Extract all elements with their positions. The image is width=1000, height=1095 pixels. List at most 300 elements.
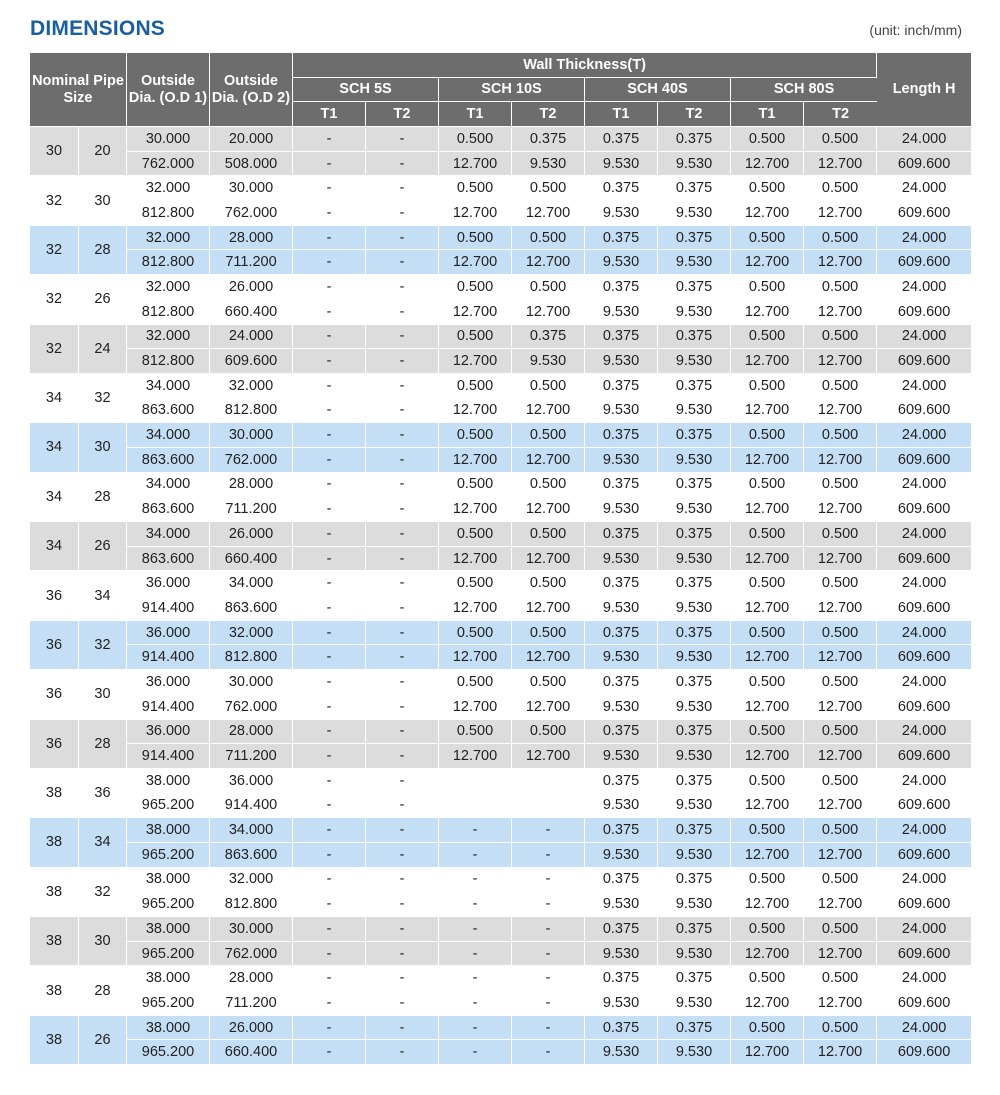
cell-od2-inch: 20.000 — [210, 127, 293, 152]
cell-sch5s-t2-mm: - — [366, 399, 439, 424]
cell-sch80s-t2-mm: 12.700 — [804, 794, 877, 819]
table-row-inch — [30, 325, 971, 350]
cell-sch5s-t1-mm: - — [293, 547, 366, 572]
cell-sch40s-t2-mm: 9.530 — [658, 892, 731, 917]
cell-sch10s-t2-mm: 12.700 — [512, 300, 585, 325]
cell-sch10s-t2-inch: 0.500 — [512, 226, 585, 251]
cell-sch40s-t2-inch: 0.375 — [658, 374, 731, 399]
cell-sch40s-t1-inch: 0.375 — [585, 670, 658, 695]
cell-sch10s-t2-inch: 0.500 — [512, 670, 585, 695]
table-row-inch — [30, 1016, 971, 1041]
cell-sch80s-t1-mm: 12.700 — [731, 349, 804, 374]
header-od2: Outside Dia. (O.D 2) — [210, 53, 293, 127]
cell-sch10s-t2-mm: 9.530 — [512, 349, 585, 374]
cell-sch80s-t1-inch: 0.500 — [731, 226, 804, 251]
cell-sch5s-t1-inch: - — [293, 917, 366, 942]
cell-sch5s-t1-inch: - — [293, 127, 366, 152]
cell-sch10s-t1-mm: 12.700 — [439, 201, 512, 226]
cell-sch10s-t2-inch: - — [512, 917, 585, 942]
cell-sch40s-t2-inch: 0.375 — [658, 818, 731, 843]
cell-sch40s-t2-mm: 9.530 — [658, 942, 731, 967]
cell-sch40s-t2-mm: 9.530 — [658, 497, 731, 522]
cell-od2-mm: 711.200 — [210, 250, 293, 275]
cell-sch40s-t2-mm: 9.530 — [658, 843, 731, 868]
cell-sch80s-t1-inch: 0.500 — [731, 325, 804, 350]
cell-sch5s-t1-mm: - — [293, 942, 366, 967]
cell-sch40s-t1-inch: 0.375 — [585, 1016, 658, 1041]
table-row-mm — [30, 942, 971, 967]
cell-sch40s-t2-mm: 9.530 — [658, 399, 731, 424]
cell-sch40s-t1-mm: 9.530 — [585, 1040, 658, 1065]
cell-length-h-mm: 609.600 — [877, 991, 971, 1016]
cell-sch40s-t1-mm: 9.530 — [585, 399, 658, 424]
cell-sch5s-t1-mm: - — [293, 794, 366, 819]
cell-od2-inch: 36.000 — [210, 769, 293, 794]
cell-sch80s-t2-mm: 12.700 — [804, 448, 877, 473]
cell-sch80s-t2-inch: 0.500 — [804, 325, 877, 350]
cell-sch80s-t1-inch: 0.500 — [731, 818, 804, 843]
cell-sch10s-t1-mm: 12.700 — [439, 399, 512, 424]
cell-length-h-mm: 609.600 — [877, 497, 971, 522]
cell-sch80s-t2-mm: 12.700 — [804, 843, 877, 868]
cell-sch10s-t2-inch: - — [512, 1016, 585, 1041]
header-sch5s-t2: T2 — [366, 102, 439, 127]
cell-length-h-inch: 24.000 — [877, 473, 971, 498]
cell-sch10s-t2-mm: 12.700 — [512, 497, 585, 522]
cell-length-h-mm: 609.600 — [877, 596, 971, 621]
cell-length-h-mm: 609.600 — [877, 250, 971, 275]
cell-sch80s-t1-mm: 12.700 — [731, 1040, 804, 1065]
cell-sch10s-t2-mm: - — [512, 843, 585, 868]
cell-sch80s-t1-inch: 0.500 — [731, 966, 804, 991]
cell-sch5s-t2-inch: - — [366, 769, 439, 794]
nominal-size-main: 32 — [30, 275, 79, 324]
cell-sch5s-t1-inch: - — [293, 769, 366, 794]
cell-length-h-mm: 609.600 — [877, 942, 971, 967]
nominal-size-main: 34 — [30, 473, 79, 522]
nominal-size-main: 38 — [30, 818, 79, 867]
cell-sch40s-t2-inch: 0.375 — [658, 275, 731, 300]
cell-sch5s-t1-inch: - — [293, 571, 366, 596]
nominal-size-branch: 30 — [79, 423, 127, 472]
cell-od1-inch: 38.000 — [127, 868, 210, 893]
cell-sch80s-t1-inch: 0.500 — [731, 522, 804, 547]
cell-sch5s-t2-inch: - — [366, 127, 439, 152]
cell-sch40s-t2-inch: 0.375 — [658, 522, 731, 547]
nominal-size-branch: 36 — [79, 769, 127, 818]
cell-sch40s-t1-mm: 9.530 — [585, 645, 658, 670]
cell-sch80s-t2-inch: 0.500 — [804, 226, 877, 251]
cell-sch5s-t1-mm: - — [293, 201, 366, 226]
cell-od1-inch: 38.000 — [127, 966, 210, 991]
cell-sch5s-t1-inch: - — [293, 423, 366, 448]
cell-sch80s-t2-inch: 0.500 — [804, 423, 877, 448]
cell-sch5s-t2-mm: - — [366, 250, 439, 275]
pipe-size-group — [30, 720, 971, 769]
cell-length-h-mm: 609.600 — [877, 695, 971, 720]
cell-sch40s-t2-mm: 9.530 — [658, 448, 731, 473]
cell-sch80s-t1-mm: 12.700 — [731, 596, 804, 621]
cell-sch5s-t2-mm: - — [366, 349, 439, 374]
table-row-inch — [30, 374, 971, 399]
nominal-size-main: 38 — [30, 1016, 79, 1065]
cell-sch40s-t1-inch: 0.375 — [585, 571, 658, 596]
cell-sch10s-t2-inch: 0.375 — [512, 325, 585, 350]
cell-sch80s-t1-inch: 0.500 — [731, 176, 804, 201]
unit-note: (unit: inch/mm) — [869, 22, 962, 38]
cell-sch10s-t2-mm: 9.530 — [512, 152, 585, 177]
cell-sch5s-t1-mm: - — [293, 349, 366, 374]
cell-sch40s-t2-mm: 9.530 — [658, 349, 731, 374]
cell-sch40s-t2-inch: 0.375 — [658, 769, 731, 794]
cell-sch80s-t1-inch: 0.500 — [731, 720, 804, 745]
cell-sch5s-t1-inch: - — [293, 325, 366, 350]
cell-sch5s-t2-inch: - — [366, 966, 439, 991]
cell-sch10s-t1-inch: 0.500 — [439, 374, 512, 399]
table-row-mm — [30, 645, 971, 670]
cell-sch40s-t2-mm: 9.530 — [658, 300, 731, 325]
table-row-mm — [30, 448, 971, 473]
cell-od2-inch: 26.000 — [210, 275, 293, 300]
cell-od1-mm: 863.600 — [127, 497, 210, 522]
cell-sch5s-t2-inch: - — [366, 374, 439, 399]
cell-sch10s-t2-mm: 12.700 — [512, 201, 585, 226]
table-row-mm — [30, 250, 971, 275]
cell-sch10s-t2-mm: 12.700 — [512, 547, 585, 572]
cell-od2-mm: 863.600 — [210, 596, 293, 621]
table-row-mm — [30, 547, 971, 572]
cell-sch40s-t2-mm: 9.530 — [658, 645, 731, 670]
table-row-inch — [30, 769, 971, 794]
cell-sch40s-t2-inch: 0.375 — [658, 325, 731, 350]
nominal-size-main: 34 — [30, 374, 79, 423]
cell-sch10s-t1-inch: 0.500 — [439, 473, 512, 498]
cell-sch40s-t1-mm: 9.530 — [585, 448, 658, 473]
table-row-inch — [30, 720, 971, 745]
cell-sch5s-t1-inch: - — [293, 1016, 366, 1041]
cell-sch10s-t2-inch: - — [512, 818, 585, 843]
cell-sch40s-t1-mm: 9.530 — [585, 497, 658, 522]
cell-sch40s-t1-inch: 0.375 — [585, 917, 658, 942]
cell-sch40s-t1-mm: 9.530 — [585, 744, 658, 769]
cell-sch10s-t2-mm: 12.700 — [512, 596, 585, 621]
table-row-inch — [30, 917, 971, 942]
cell-od1-inch: 36.000 — [127, 720, 210, 745]
cell-sch5s-t2-inch: - — [366, 621, 439, 646]
cell-sch40s-t1-mm: 9.530 — [585, 152, 658, 177]
cell-sch80s-t2-inch: 0.500 — [804, 374, 877, 399]
cell-sch40s-t1-inch: 0.375 — [585, 374, 658, 399]
cell-sch10s-t1-inch: 0.500 — [439, 325, 512, 350]
cell-sch5s-t1-inch: - — [293, 522, 366, 547]
table-row-mm — [30, 794, 971, 819]
pipe-size-group — [30, 818, 971, 867]
cell-sch80s-t2-mm: 12.700 — [804, 744, 877, 769]
cell-sch10s-t1-mm: - — [439, 1040, 512, 1065]
cell-sch10s-t1-inch: - — [439, 868, 512, 893]
cell-od2-mm: 609.600 — [210, 349, 293, 374]
cell-sch10s-t1-inch: - — [439, 966, 512, 991]
cell-sch40s-t2-mm: 9.530 — [658, 744, 731, 769]
cell-length-h-inch: 24.000 — [877, 226, 971, 251]
cell-length-h-inch: 24.000 — [877, 1016, 971, 1041]
cell-sch40s-t2-inch: 0.375 — [658, 571, 731, 596]
cell-sch5s-t2-mm: - — [366, 645, 439, 670]
cell-sch10s-t2-inch: 0.500 — [512, 720, 585, 745]
cell-sch40s-t1-inch: 0.375 — [585, 473, 658, 498]
nominal-size-main: 32 — [30, 325, 79, 374]
cell-length-h-inch: 24.000 — [877, 522, 971, 547]
cell-sch40s-t2-inch: 0.375 — [658, 917, 731, 942]
table-row-mm — [30, 349, 971, 374]
cell-sch5s-t1-inch: - — [293, 621, 366, 646]
cell-sch5s-t1-mm: - — [293, 1040, 366, 1065]
cell-length-h-mm: 609.600 — [877, 448, 971, 473]
cell-length-h-mm: 609.600 — [877, 794, 971, 819]
cell-length-h-mm: 609.600 — [877, 547, 971, 572]
cell-sch40s-t1-mm: 9.530 — [585, 991, 658, 1016]
cell-od2-mm: 812.800 — [210, 645, 293, 670]
cell-sch40s-t2-inch: 0.375 — [658, 473, 731, 498]
cell-od2-inch: 28.000 — [210, 473, 293, 498]
cell-od2-inch: 34.000 — [210, 818, 293, 843]
cell-sch10s-t2-inch: 0.500 — [512, 423, 585, 448]
cell-sch5s-t2-mm: - — [366, 695, 439, 720]
cell-length-h-mm: 609.600 — [877, 152, 971, 177]
cell-sch80s-t2-mm: 12.700 — [804, 300, 877, 325]
cell-length-h-inch: 24.000 — [877, 621, 971, 646]
cell-od2-mm: 812.800 — [210, 399, 293, 424]
cell-od2-mm: 711.200 — [210, 991, 293, 1016]
cell-od2-mm: 762.000 — [210, 201, 293, 226]
cell-sch5s-t1-inch: - — [293, 966, 366, 991]
table-row-mm — [30, 399, 971, 424]
cell-sch80s-t1-mm: 12.700 — [731, 497, 804, 522]
cell-od1-inch: 34.000 — [127, 522, 210, 547]
cell-sch10s-t1-mm: 12.700 — [439, 744, 512, 769]
cell-sch10s-t1-mm: 12.700 — [439, 645, 512, 670]
cell-sch80s-t2-mm: 12.700 — [804, 152, 877, 177]
pipe-size-group — [30, 226, 971, 275]
cell-sch10s-t2-inch — [512, 769, 585, 794]
cell-sch40s-t1-mm: 9.530 — [585, 843, 658, 868]
cell-sch80s-t1-inch: 0.500 — [731, 571, 804, 596]
nominal-size-main: 38 — [30, 769, 79, 818]
cell-od2-mm: 711.200 — [210, 744, 293, 769]
cell-od2-inch: 30.000 — [210, 670, 293, 695]
table-row-inch — [30, 522, 971, 547]
cell-sch5s-t2-inch: - — [366, 818, 439, 843]
cell-sch80s-t2-mm: 12.700 — [804, 596, 877, 621]
cell-sch40s-t1-mm: 9.530 — [585, 547, 658, 572]
nominal-size-branch: 28 — [79, 966, 127, 1015]
pipe-size-group — [30, 769, 971, 818]
cell-length-h-inch: 24.000 — [877, 720, 971, 745]
cell-od1-mm: 965.200 — [127, 1040, 210, 1065]
cell-od1-mm: 914.400 — [127, 744, 210, 769]
cell-sch10s-t1-mm: 12.700 — [439, 596, 512, 621]
cell-od2-inch: 32.000 — [210, 868, 293, 893]
cell-od1-mm: 812.800 — [127, 201, 210, 226]
cell-sch80s-t2-inch: 0.500 — [804, 868, 877, 893]
cell-sch40s-t2-inch: 0.375 — [658, 621, 731, 646]
cell-sch5s-t2-mm: - — [366, 794, 439, 819]
pipe-size-group — [30, 374, 971, 423]
cell-sch40s-t1-mm: 9.530 — [585, 942, 658, 967]
cell-sch5s-t2-inch: - — [366, 275, 439, 300]
nominal-size-branch: 28 — [79, 226, 127, 275]
cell-sch5s-t1-inch: - — [293, 176, 366, 201]
cell-od1-inch: 32.000 — [127, 226, 210, 251]
cell-od1-inch: 38.000 — [127, 818, 210, 843]
cell-sch10s-t1-mm: - — [439, 942, 512, 967]
cell-od1-mm: 812.800 — [127, 300, 210, 325]
cell-od1-mm: 863.600 — [127, 448, 210, 473]
header-sch-40s: SCH 40S — [585, 78, 731, 102]
pipe-size-group — [30, 176, 971, 225]
cell-length-h-inch: 24.000 — [877, 670, 971, 695]
table-row-mm — [30, 892, 971, 917]
cell-sch10s-t2-inch: - — [512, 868, 585, 893]
cell-sch10s-t2-inch: 0.500 — [512, 176, 585, 201]
cell-od2-inch: 32.000 — [210, 374, 293, 399]
table-row-mm — [30, 991, 971, 1016]
cell-length-h-inch: 24.000 — [877, 818, 971, 843]
cell-od1-mm: 863.600 — [127, 547, 210, 572]
cell-sch40s-t1-inch: 0.375 — [585, 720, 658, 745]
cell-sch40s-t1-mm: 9.530 — [585, 794, 658, 819]
cell-sch80s-t1-mm: 12.700 — [731, 942, 804, 967]
cell-sch5s-t1-mm: - — [293, 497, 366, 522]
cell-length-h-inch: 24.000 — [877, 769, 971, 794]
cell-sch10s-t1-mm: 12.700 — [439, 300, 512, 325]
nominal-size-main: 38 — [30, 868, 79, 917]
cell-sch10s-t2-mm: 12.700 — [512, 744, 585, 769]
table-row-inch — [30, 818, 971, 843]
cell-sch10s-t2-mm: - — [512, 991, 585, 1016]
cell-sch10s-t1-mm: 12.700 — [439, 448, 512, 473]
cell-sch80s-t2-mm: 12.700 — [804, 399, 877, 424]
cell-sch5s-t1-mm: - — [293, 645, 366, 670]
cell-od1-inch: 30.000 — [127, 127, 210, 152]
cell-sch40s-t2-inch: 0.375 — [658, 1016, 731, 1041]
cell-sch10s-t2-mm: - — [512, 892, 585, 917]
cell-od2-mm: 508.000 — [210, 152, 293, 177]
cell-sch80s-t1-mm: 12.700 — [731, 892, 804, 917]
cell-sch10s-t2-inch: - — [512, 966, 585, 991]
nominal-size-main: 36 — [30, 571, 79, 620]
cell-sch10s-t2-mm: 12.700 — [512, 695, 585, 720]
cell-od2-mm: 762.000 — [210, 942, 293, 967]
cell-sch40s-t1-inch: 0.375 — [585, 621, 658, 646]
cell-sch10s-t1-inch: 0.500 — [439, 571, 512, 596]
cell-sch80s-t1-inch: 0.500 — [731, 868, 804, 893]
cell-od1-mm: 914.400 — [127, 645, 210, 670]
header-od1: Outside Dia. (O.D 1) — [127, 53, 210, 127]
cell-sch5s-t1-inch: - — [293, 720, 366, 745]
cell-sch5s-t2-mm: - — [366, 744, 439, 769]
cell-sch40s-t1-inch: 0.375 — [585, 226, 658, 251]
header-sch10s-t1: T1 — [439, 102, 512, 127]
table-row-inch — [30, 275, 971, 300]
header-sch-80s: SCH 80S — [731, 78, 877, 102]
header-wall-thickness: Wall Thickness(T) — [293, 53, 877, 78]
cell-sch40s-t1-mm: 9.530 — [585, 596, 658, 621]
cell-length-h-mm: 609.600 — [877, 843, 971, 868]
cell-sch5s-t1-mm: - — [293, 152, 366, 177]
table-row-mm — [30, 843, 971, 868]
cell-sch10s-t2-mm: 12.700 — [512, 448, 585, 473]
cell-sch40s-t1-inch: 0.375 — [585, 522, 658, 547]
cell-sch5s-t2-mm: - — [366, 1040, 439, 1065]
cell-od1-mm: 863.600 — [127, 399, 210, 424]
cell-od2-inch: 24.000 — [210, 325, 293, 350]
table-row-mm — [30, 201, 971, 226]
cell-sch5s-t2-mm: - — [366, 843, 439, 868]
table-row-mm — [30, 596, 971, 621]
cell-sch40s-t2-inch: 0.375 — [658, 966, 731, 991]
cell-od1-mm: 965.200 — [127, 843, 210, 868]
table-row-inch — [30, 473, 971, 498]
cell-length-h-inch: 24.000 — [877, 868, 971, 893]
pipe-size-group — [30, 1016, 971, 1065]
header-sch10s-t2: T2 — [512, 102, 585, 127]
cell-sch80s-t2-inch: 0.500 — [804, 769, 877, 794]
cell-sch10s-t1-mm: - — [439, 892, 512, 917]
cell-sch80s-t2-inch: 0.500 — [804, 670, 877, 695]
cell-od2-inch: 34.000 — [210, 571, 293, 596]
cell-sch10s-t2-inch: 0.500 — [512, 522, 585, 547]
table-row-inch — [30, 127, 971, 152]
cell-sch80s-t2-inch: 0.500 — [804, 621, 877, 646]
cell-sch40s-t1-inch: 0.375 — [585, 176, 658, 201]
table-row-inch — [30, 176, 971, 201]
cell-sch80s-t1-mm: 12.700 — [731, 744, 804, 769]
table-row-inch — [30, 226, 971, 251]
cell-od2-inch: 26.000 — [210, 522, 293, 547]
cell-od1-inch: 38.000 — [127, 769, 210, 794]
cell-sch40s-t1-mm: 9.530 — [585, 892, 658, 917]
cell-sch40s-t1-mm: 9.530 — [585, 201, 658, 226]
cell-sch5s-t2-inch: - — [366, 670, 439, 695]
cell-od2-inch: 32.000 — [210, 621, 293, 646]
cell-sch80s-t1-mm: 12.700 — [731, 448, 804, 473]
cell-sch5s-t1-mm: - — [293, 300, 366, 325]
cell-sch40s-t2-inch: 0.375 — [658, 127, 731, 152]
nominal-size-main: 36 — [30, 621, 79, 670]
cell-sch40s-t2-mm: 9.530 — [658, 1040, 731, 1065]
header-nominal-pipe-size: Nominal Pipe Size — [30, 53, 127, 127]
cell-sch10s-t1-mm: - — [439, 991, 512, 1016]
cell-sch10s-t2-mm: 12.700 — [512, 645, 585, 670]
cell-length-h-inch: 24.000 — [877, 571, 971, 596]
cell-sch5s-t1-inch: - — [293, 374, 366, 399]
cell-sch40s-t1-inch: 0.375 — [585, 423, 658, 448]
header-sch80s-t1: T1 — [731, 102, 804, 127]
cell-sch10s-t1-mm: 12.700 — [439, 349, 512, 374]
cell-sch5s-t1-inch: - — [293, 670, 366, 695]
cell-length-h-inch: 24.000 — [877, 325, 971, 350]
table-row-inch — [30, 868, 971, 893]
cell-sch80s-t1-mm: 12.700 — [731, 991, 804, 1016]
cell-sch80s-t1-mm: 12.700 — [731, 695, 804, 720]
cell-sch80s-t1-inch: 0.500 — [731, 374, 804, 399]
cell-od1-inch: 34.000 — [127, 423, 210, 448]
cell-sch10s-t1-inch: 0.500 — [439, 275, 512, 300]
cell-sch80s-t1-mm: 12.700 — [731, 645, 804, 670]
nominal-size-branch: 30 — [79, 176, 127, 225]
cell-sch80s-t2-inch: 0.500 — [804, 1016, 877, 1041]
